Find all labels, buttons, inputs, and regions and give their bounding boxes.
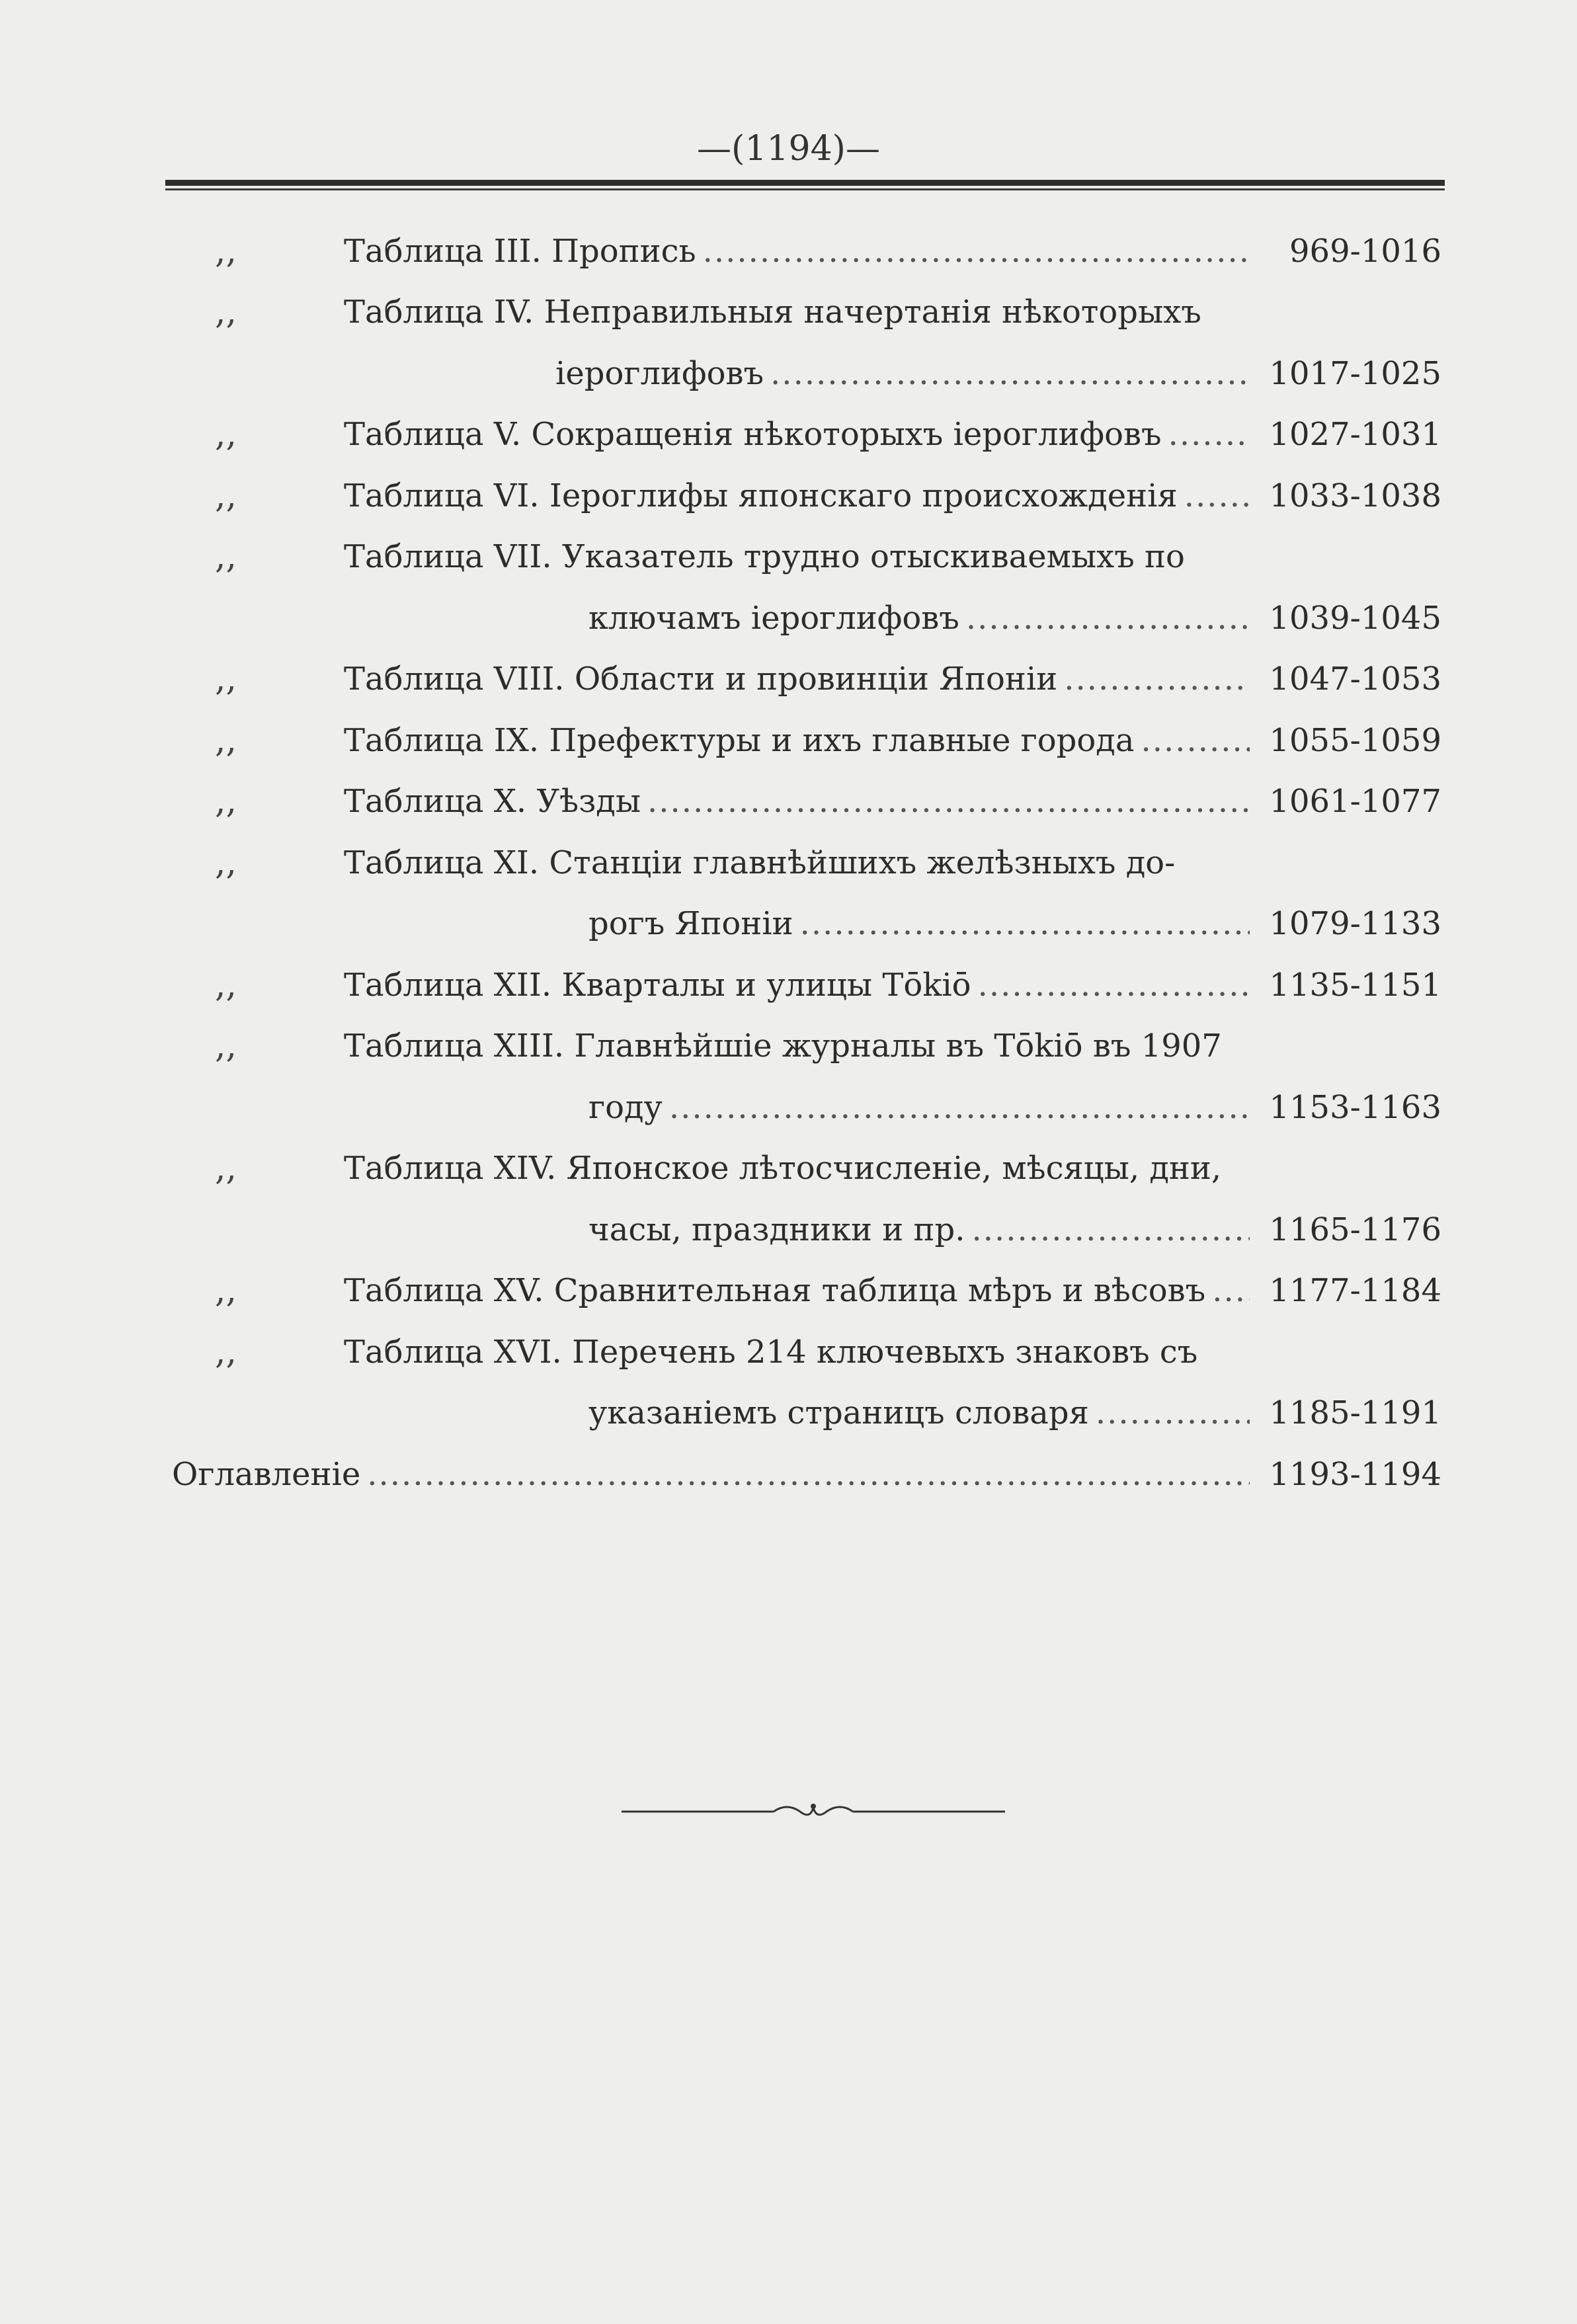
toc-entry-title: Таблица XVI. Перечень 214 ключевыхъ знаковъ съ <box>344 1334 1198 1371</box>
toc-entry-title: указаніемъ страницъ словаря <box>588 1394 1089 1431</box>
leader-dots <box>800 897 1250 950</box>
leader-dots <box>703 225 1250 278</box>
toc-entry-title: іероглифовъ <box>555 355 764 392</box>
toc-entry-pages: 1033-1038 <box>1269 477 1441 514</box>
toc-entry-title: Таблица VI. Іероглифы японскаго происхожденія <box>344 477 1178 514</box>
ditto-mark: ,, <box>215 1026 237 1066</box>
toc-entry <box>0 408 1441 461</box>
toc-entry-pages: 1061-1077 <box>1269 783 1441 820</box>
toc-entry-pages: 1027-1031 <box>1269 416 1441 453</box>
leader-dots <box>770 347 1250 400</box>
toc-entry-continuation <box>0 897 1441 950</box>
toc-entry-pages: 1185-1191 <box>1269 1394 1441 1431</box>
ditto-mark: ,, <box>215 721 237 760</box>
toc-entry-title: Таблица XV. Сравнительная таблица мѣръ и вѣсовъ <box>344 1272 1206 1309</box>
leader-dots <box>669 1081 1250 1134</box>
toc-entry <box>0 775 1441 828</box>
toc-entry-pages: 1153-1163 <box>1269 1089 1441 1126</box>
toc-entry-title: Оглавленіе <box>172 1456 361 1493</box>
toc-entry <box>0 1326 1441 1379</box>
leader-dots <box>367 1448 1250 1501</box>
toc-entry-continuation <box>0 1203 1441 1256</box>
toc-entry-pages: 1079-1133 <box>1269 905 1441 942</box>
toc-entry-continuation <box>0 1386 1441 1439</box>
leader-dots <box>966 592 1250 645</box>
toc-entry-pages: 1193-1194 <box>1269 1456 1441 1493</box>
leader-dots <box>1141 714 1250 767</box>
toc-entry <box>0 530 1441 583</box>
toc-entry-pages: 1177-1184 <box>1269 1272 1441 1309</box>
toc-entry-title: Таблица X. Уѣзды <box>344 783 641 820</box>
toc-entry <box>0 714 1441 767</box>
toc-entry-continuation <box>0 1081 1441 1134</box>
toc-entry <box>0 1264 1441 1317</box>
page-number-header: —(1194)— <box>697 129 880 169</box>
ditto-mark: ,, <box>215 537 237 577</box>
toc-entry <box>0 225 1441 278</box>
ditto-mark: ,, <box>215 231 237 271</box>
ditto-mark: ,, <box>215 965 237 1005</box>
toc-entry-title: Таблица III. Пропись <box>344 233 696 270</box>
leader-dots <box>1096 1386 1250 1439</box>
header-rule-thick <box>165 180 1445 186</box>
leader-dots <box>971 1203 1250 1256</box>
toc-entry-title: Таблица XIV. Японское лѣтосчисленіе, мѣсяцы, дни, <box>344 1150 1222 1187</box>
toc-entry-title: году <box>588 1089 663 1126</box>
leader-dots <box>978 959 1250 1012</box>
ditto-mark: ,, <box>215 1332 237 1372</box>
toc-entry-continuation <box>0 347 1441 400</box>
toc-entry-pages: 1039-1045 <box>1269 600 1441 637</box>
ditto-mark: ,, <box>215 476 237 516</box>
toc-entry-pages: 1165-1176 <box>1269 1211 1441 1248</box>
leader-dots <box>1064 653 1250 705</box>
toc-entry-title: Таблица IX. Префектуры и ихъ главные города <box>344 722 1135 759</box>
toc-entry-pages: 1055-1059 <box>1269 722 1441 759</box>
toc-entry-title: Таблица VII. Указатель трудно отыскиваемыхъ по <box>344 538 1185 575</box>
toc-entry-title: Таблица XII. Кварталы и улицы Tōkiō <box>344 967 971 1004</box>
toc-entry <box>0 1020 1441 1072</box>
toc-entry <box>0 959 1441 1012</box>
toc-entry <box>0 469 1441 522</box>
ditto-mark: ,, <box>215 1148 237 1188</box>
ditto-mark: ,, <box>215 415 237 454</box>
toc-entry-pages: 1135-1151 <box>1269 967 1441 1004</box>
toc-entry-title: часы, праздники и пр. <box>588 1211 965 1248</box>
toc-entry-pages: 969-1016 <box>1289 233 1441 270</box>
ditto-mark: ,, <box>215 781 237 821</box>
toc-entry <box>0 653 1441 705</box>
toc-entry-title: ключамъ іероглифовъ <box>588 600 959 637</box>
toc-entry <box>0 286 1441 339</box>
ditto-mark: ,, <box>215 292 237 332</box>
toc-entry <box>0 1142 1441 1195</box>
toc-entry-pages: 1017-1025 <box>1269 355 1441 392</box>
leader-dots <box>1212 1264 1250 1317</box>
leader-dots <box>1168 408 1250 461</box>
toc-entry-title: Таблица XI. Станціи главнѣйшихъ желѣзныхъ до- <box>344 844 1176 881</box>
toc-entry-title: Таблица IV. Неправильныя начертанія нѣкоторыхъ <box>344 294 1201 331</box>
toc-entry-title: Таблица VIII. Области и провинціи Японіи <box>344 661 1058 698</box>
ditto-mark: ,, <box>215 659 237 699</box>
toc-entry <box>0 836 1441 889</box>
header-rule-thin <box>165 188 1445 190</box>
leader-dots <box>647 775 1250 828</box>
toc-entry-title: рогъ Японіи <box>588 905 793 942</box>
toc-entry-continuation <box>0 592 1441 645</box>
toc-entry-title: Таблица V. Сокращенія нѣкоторыхъ іероглифовъ <box>344 416 1162 453</box>
leader-dots <box>1184 469 1250 522</box>
ditto-mark: ,, <box>215 843 237 883</box>
toc-entry-contents <box>172 1448 1441 1501</box>
ditto-mark: ,, <box>215 1271 237 1310</box>
toc-entry-title: Таблица XIII. Главнѣйшіе журналы въ Tōkiō въ 1907 <box>344 1027 1222 1064</box>
toc-entry-pages: 1047-1053 <box>1269 661 1441 698</box>
closing-ornament <box>622 1798 1005 1825</box>
